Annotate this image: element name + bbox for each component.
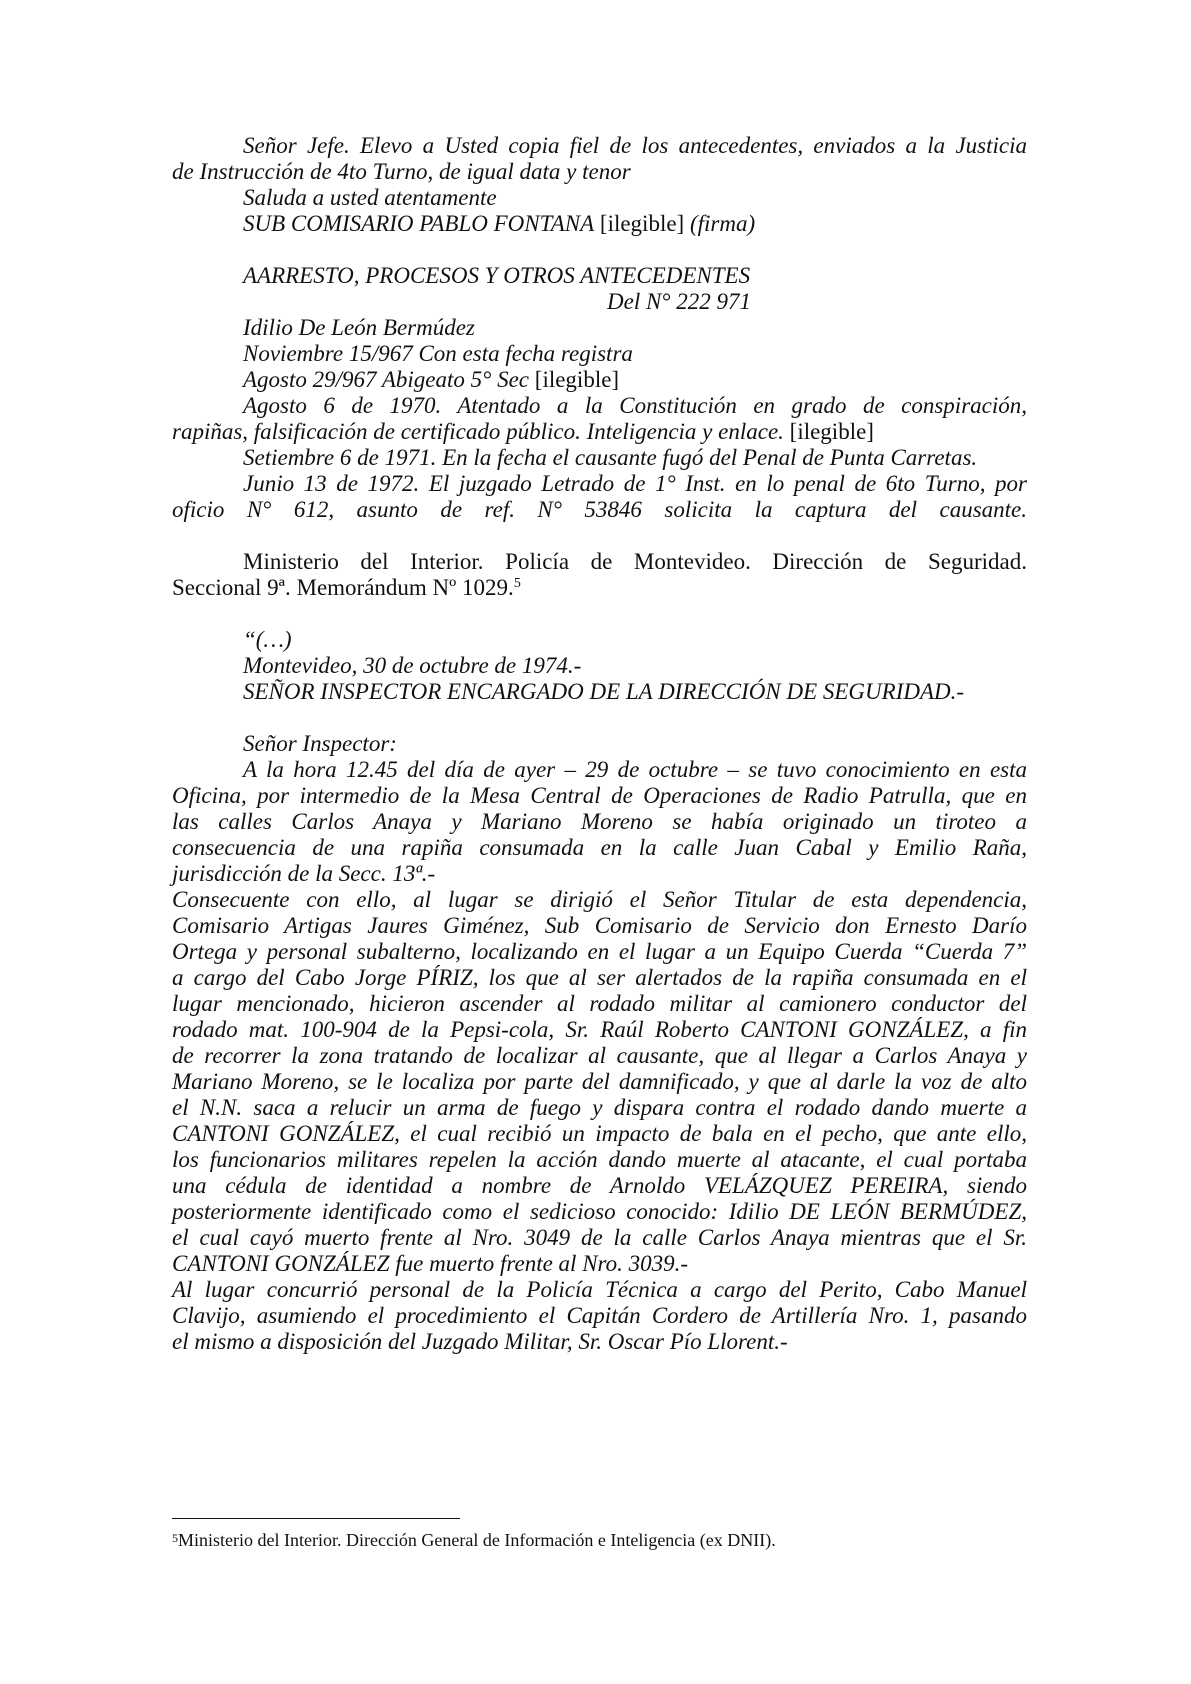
memo-line: CANTONI GONZÁLEZ fue muerto frente al Nro. 3039.- xyxy=(172,1251,689,1276)
memo-line: a cargo del Cabo Jorge PÍRIZ, los que al ser alertados de la rapiña consumada en el xyxy=(172,965,1027,990)
footnote-rule xyxy=(172,1518,460,1519)
memo-ellipsis: “(…) xyxy=(243,627,292,652)
record-entry: Agosto 6 de 1970. Atentado a la Constitución en grado de conspiración, xyxy=(243,393,1027,418)
memo-line: A la hora 12.45 del día de ayer – 29 de octubre – se tuvo conocimiento en esta xyxy=(243,757,1027,782)
footnote xyxy=(172,1528,1027,1552)
memo-line: Ortega y personal subalterno, localizando en el lugar a un Equipo Cuerda “Cuerda 7” xyxy=(172,939,1027,964)
memo-line: Consecuente con ello, al lugar se dirigió el Señor Titular de esta dependencia, xyxy=(172,887,1027,912)
illegible-mark: [ilegible] xyxy=(783,419,874,444)
memo-line: el cual cayó muerto frente al Nro. 3049 de la calle Carlos Anaya mientras que el Sr. xyxy=(172,1225,1027,1250)
source-citation xyxy=(172,574,1027,602)
footnote-text: Ministerio del Interior. Dirección General de Información e Inteligencia (ex DNII). xyxy=(178,1530,776,1550)
letter-signature xyxy=(243,210,1027,238)
memo-line: Al lugar concurrió personal de la Policía Técnica a cargo del Perito, Cabo Manuel xyxy=(172,1277,1027,1302)
memo-line: consecuencia de una rapiña consumada en la calle Juan Cabal y Emilio Raña, xyxy=(172,835,1027,860)
illegible-mark: [ilegible] xyxy=(529,367,620,392)
memo-line: CANTONI GONZÁLEZ, el cual recibió un impacto de bala en el pecho, que ante ello, xyxy=(172,1121,1027,1146)
letter-line: de Instrucción de 4to Turno, de igual data y tenor xyxy=(172,159,631,184)
entry-text: Agosto 29/967 Abigeato 5° Sec xyxy=(243,367,530,392)
letter-line: Señor Jefe. Elevo a Usted copia fiel de los antecedentes, enviados a la Justicia xyxy=(243,133,1027,158)
record-entry: oficio N° 612, asunto de ref. N° 53846 solicita la captura del causante. xyxy=(172,497,1027,522)
footnote-ref: 5 xyxy=(513,576,521,591)
memo-line: posteriormente identificado como el sedicioso conocido: Idilio DE LEÓN BERMÚDEZ, xyxy=(172,1199,1027,1224)
citation-text: Seccional 9ª. Memorándum Nº 1029. xyxy=(172,575,514,600)
memo-line: una cédula de identidad a nombre de Arnoldo VELÁZQUEZ PEREIRA, siendo xyxy=(172,1173,1027,1198)
record-entry: Junio 13 de 1972. El juzgado Letrado de 1° Inst. en lo penal de 6to Turno, por xyxy=(243,471,1027,496)
record-heading: AARRESTO, PROCESOS Y OTROS ANTECEDENTES xyxy=(243,263,751,288)
memo-line: lugar mencionado, hicieron ascender al rodado militar al camionero conductor del xyxy=(172,991,1027,1016)
memo-line: de recorrer la zona tratando de localizar al causante, que al llegar a Carlos Anaya y xyxy=(172,1043,1027,1068)
memo-date: Montevideo, 30 de octubre de 1974.- xyxy=(243,653,582,678)
source-citation: Ministerio del Interior. Policía de Montevideo. Dirección de Seguridad. xyxy=(243,549,1027,574)
signature-note: (firma) xyxy=(689,211,756,236)
record-entry: Noviembre 15/967 Con esta fecha registra xyxy=(243,341,633,366)
memo-addressee: SEÑOR INSPECTOR ENCARGADO DE LA DIRECCIÓN DE SEGURIDAD.- xyxy=(243,679,965,704)
record-entry xyxy=(172,418,1027,446)
illegible-mark: [ilegible] xyxy=(594,211,690,236)
memo-line: las calles Carlos Anaya y Mariano Moreno se había originado un tiroteo a xyxy=(172,809,1027,834)
letter-greeting: Saluda a usted atentamente xyxy=(243,185,497,210)
memo-line: los funcionarios militares repelen la acción dando muerte al atacante, el cual portaba xyxy=(172,1147,1027,1172)
record-name: Idilio De León Bermúdez xyxy=(243,315,475,340)
signature-name: SUB COMISARIO PABLO FONTANA xyxy=(243,211,595,236)
record-entry: Setiembre 6 de 1971. En la fecha el causante fugó del Penal de Punta Carretas. xyxy=(243,445,978,470)
memo-line: Clavijo, asumiendo el procedimiento el Capitán Cordero de Artillería Nro. 1, pasando xyxy=(172,1303,1027,1328)
memo-line: el mismo a disposición del Juzgado Militar, Sr. Oscar Pío Llorent.- xyxy=(172,1329,788,1354)
entry-text: rapiñas, falsificación de certificado público. Inteligencia y enlace. xyxy=(172,419,784,444)
memo-salutation: Señor Inspector: xyxy=(243,731,397,756)
record-number: Del N° 222 971 xyxy=(607,289,751,314)
footnote-number: 5 xyxy=(172,1531,178,1545)
memo-line: jurisdicción de la Secc. 13ª.- xyxy=(172,861,436,886)
record-entry xyxy=(243,366,1027,394)
memo-line: Comisario Artigas Jaures Giménez, Sub Comisario de Servicio don Ernesto Darío xyxy=(172,913,1027,938)
memo-line: Oficina, por intermedio de la Mesa Central de Operaciones de Radio Patrulla, que en xyxy=(172,783,1027,808)
memo-line: Mariano Moreno, se le localiza por parte del damnificado, y que al darle la voz de alto xyxy=(172,1069,1027,1094)
memo-line: el N.N. saca a relucir un arma de fuego y dispara contra el rodado dando muerte a xyxy=(172,1095,1027,1120)
memo-line: rodado mat. 100-904 de la Pepsi-cola, Sr. Raúl Roberto CANTONI GONZÁLEZ, a fin xyxy=(172,1017,1027,1042)
